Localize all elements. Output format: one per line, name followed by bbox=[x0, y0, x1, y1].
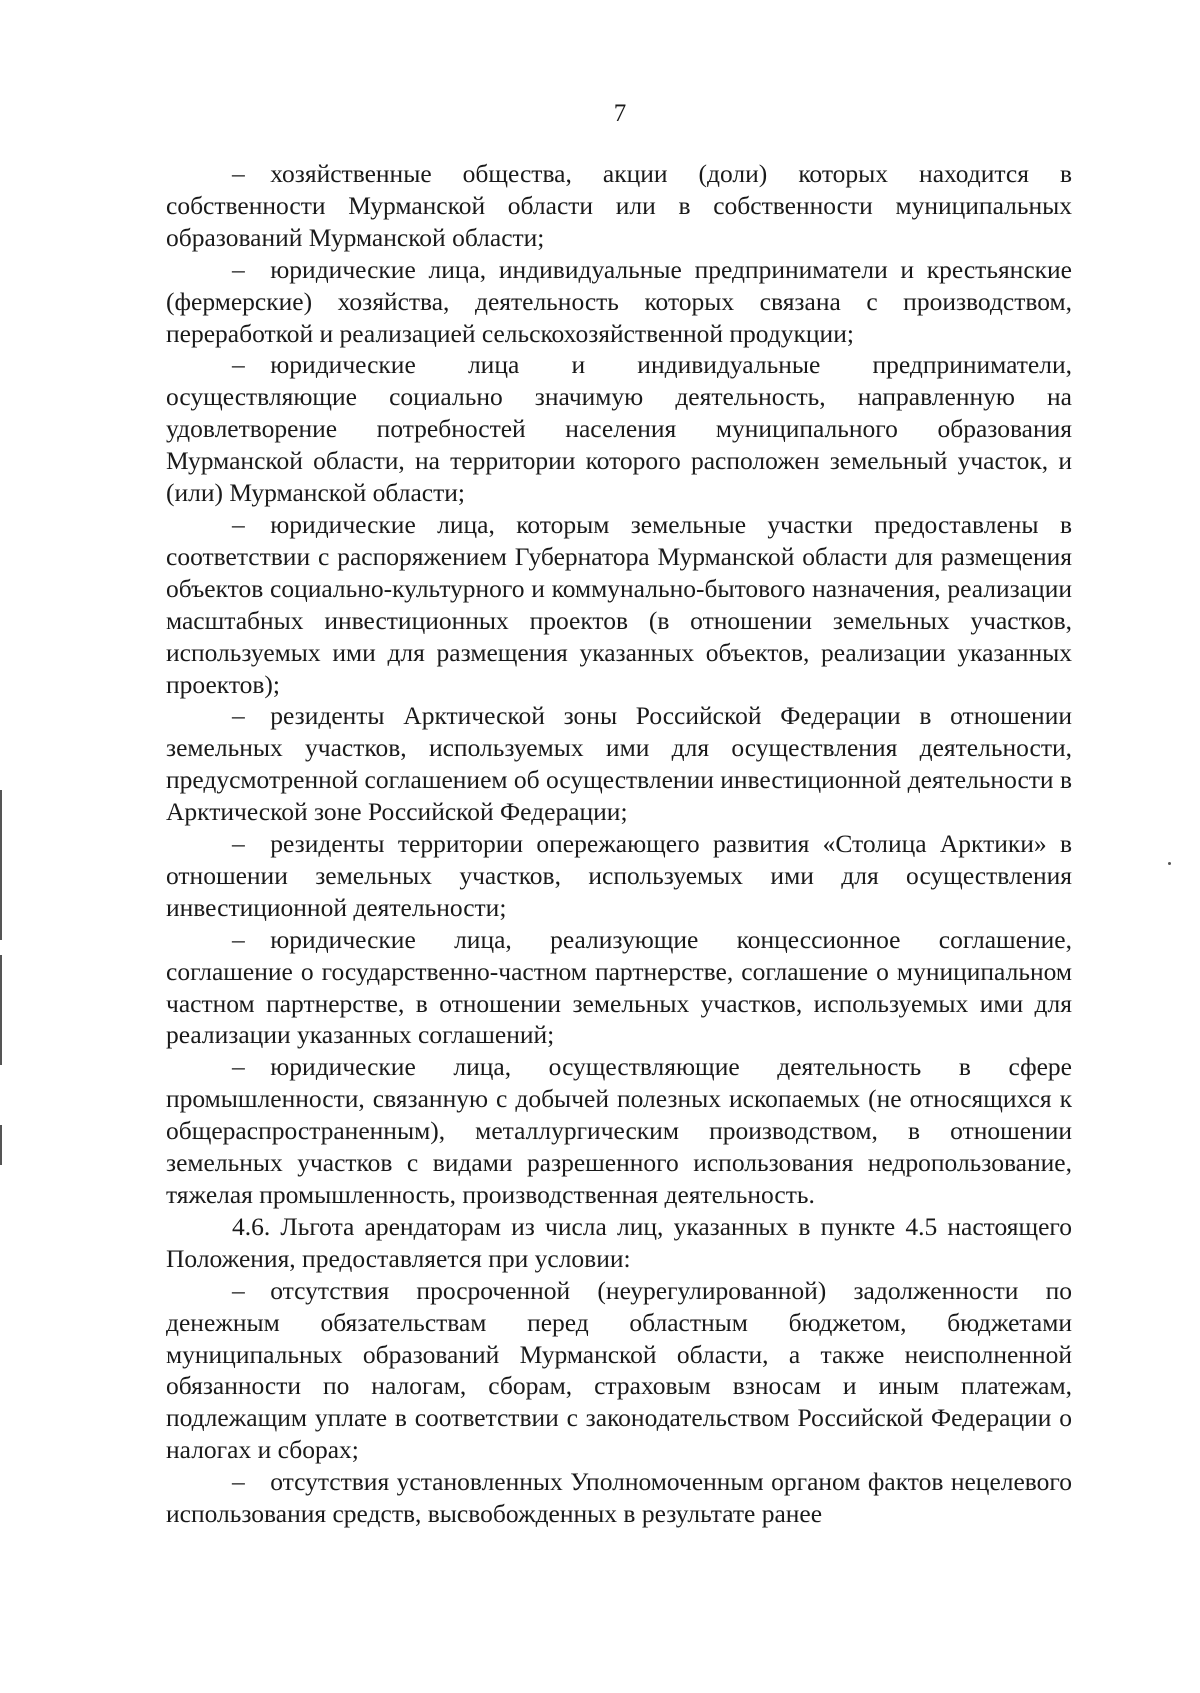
scan-edge-mark bbox=[0, 790, 2, 940]
list-item: – отсутствия установленных Уполномоченным органом фактов нецелевого использования средств, высвобожденных в результате ранее bbox=[166, 1467, 1072, 1529]
numbered-paragraph: 4.6. Льгота арендаторам из числа лиц, указанных в пункте 4.5 настоящего Положения, предоставляется при условии: bbox=[166, 1211, 1072, 1273]
list-item: – резиденты Арктической зоны Российской Федерации в отношении земельных участков, используемых ими для осуществления деятельности, предусмотренной соглашением об осуществлении инвестиционной деятельности в Арктической зоне Российской Федерации; bbox=[166, 701, 1072, 827]
list-item: – резиденты территории опережающего развития «Столица Арктики» в отношении земельных участков, используемых ими для осуществления инвестиционной деятельности; bbox=[166, 829, 1072, 922]
list-item: – юридические лица, которым земельные участки предоставлены в соответствии с распоряжением Губернатора Мурманской области для размещения объектов социально-культурного и коммунально-бытового назначения, реализации масштабных инвестиционных проектов (в отношении земельных участков, используемых ими для размещения указанных объектов, реализации указанных проектов); bbox=[166, 509, 1072, 699]
list-item: – юридические лица, индивидуальные предприниматели и крестьянские (фермерские) хозяйства, деятельность которых связана с производством, переработкой и реализацией сельскохозяйственной продукции; bbox=[166, 254, 1072, 348]
document-body bbox=[166, 158, 1072, 1530]
list-item: – юридические лица, реализующие концессионное соглашение, соглашение о государственно-частном партнерстве, соглашение о муниципальном частном партнерстве, в отношении земельных участков, используемых ими для реализации указанных соглашений; bbox=[166, 924, 1072, 1050]
scan-edge-mark bbox=[0, 1125, 2, 1165]
scan-edge-mark bbox=[0, 955, 2, 1065]
list-item: – юридические лица и индивидуальные предприниматели, осуществляющие социально значимую деятельность, направленную на удовлетворение потребностей населения муниципального образования Мурманской области, на территории которого расположен земельный участок, и (или) Мурманской области; bbox=[166, 350, 1072, 508]
list-item: – хозяйственные общества, акции (доли) которых находится в собственности Мурманской области или в собственности муниципальных образований Мурманской области; bbox=[166, 159, 1072, 252]
list-item: – отсутствия просроченной (неурегулированной) задолженности по денежным обязательствам перед областным бюджетом, бюджетами муниципальных образований Мурманской области, а также неисполненной обязанности по налогам, сборам, страховым взносам и иным платежам, подлежащим уплате в соответствии с законодательством Российской Федерации о налогах и сборах; bbox=[166, 1275, 1072, 1465]
scan-dot bbox=[1168, 862, 1171, 865]
list-item: – юридические лица, осуществляющие деятельность в сфере промышленности, связанную с добычей полезных ископаемых (не относящихся к общераспространенным), металлургическим производством, в отношении земельных участков с видами разрешенного использования недропользование, тяжелая промышленность, производственная деятельность. bbox=[166, 1052, 1072, 1209]
page-number: 7 bbox=[613, 100, 627, 127]
